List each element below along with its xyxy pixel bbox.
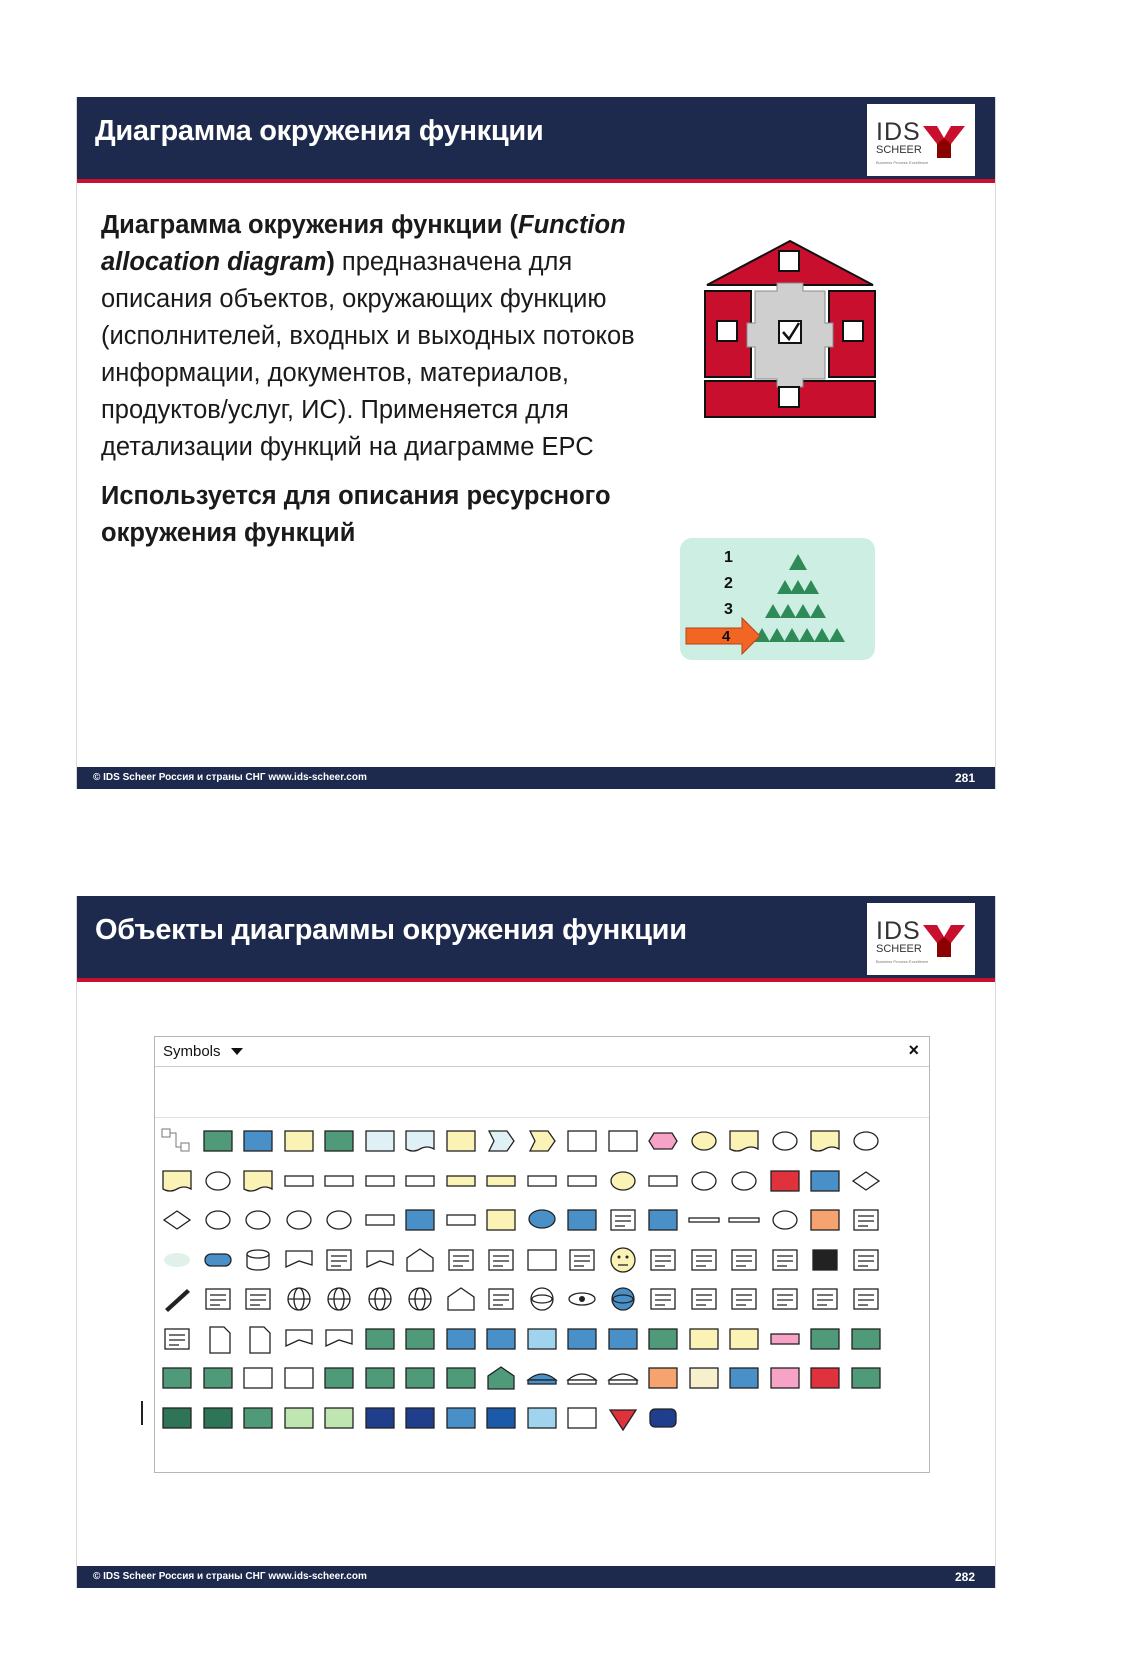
bar-pink-symbol-icon[interactable] — [767, 1323, 803, 1355]
rect-green-symbol-icon[interactable] — [240, 1402, 276, 1434]
triangle-red-symbol-icon[interactable] — [605, 1402, 641, 1434]
rect-green-symbol-icon[interactable] — [402, 1362, 438, 1394]
pentagon-yellow-symbol-icon[interactable] — [524, 1125, 560, 1157]
page-white-symbol-icon[interactable] — [200, 1323, 236, 1355]
ellipse-white-symbol-icon[interactable] — [200, 1204, 236, 1236]
connector-symbol-icon[interactable] — [159, 1125, 195, 1157]
rect-cream-symbol-icon[interactable] — [686, 1362, 722, 1394]
bar-white-symbol-icon[interactable] — [281, 1165, 317, 1197]
rect-red-symbol-icon[interactable] — [767, 1165, 803, 1197]
rect-green-symbol-icon[interactable] — [402, 1323, 438, 1355]
ids-scheer-logo — [867, 903, 975, 975]
rect-lightgreen-symbol-icon[interactable] — [321, 1402, 357, 1434]
flag-white-symbol-icon[interactable] — [281, 1244, 317, 1276]
ellipse-yellow-symbol-icon[interactable] — [686, 1125, 722, 1157]
rect-white-symbol-icon[interactable] — [564, 1402, 600, 1434]
house-white-symbol-icon[interactable] — [402, 1244, 438, 1276]
globe-white-symbol-icon[interactable] — [402, 1283, 438, 1315]
logo-tagline: Business Process Excellence — [876, 959, 929, 964]
bin-white-symbol-icon[interactable] — [767, 1283, 803, 1315]
rect-orange-symbol-icon[interactable] — [807, 1204, 843, 1236]
panel-black-symbol-icon[interactable] — [807, 1244, 843, 1276]
logo-mark-icon — [923, 923, 965, 957]
rect-white-symbol-icon[interactable] — [524, 1244, 560, 1276]
logo-tagline: Business Process Excellence — [876, 160, 929, 165]
disk-white-symbol-icon[interactable] — [524, 1283, 560, 1315]
rect-blue-symbol-icon[interactable] — [807, 1165, 843, 1197]
rect-green-symbol-icon[interactable] — [807, 1323, 843, 1355]
floppy-white-symbol-icon[interactable] — [645, 1283, 681, 1315]
rect-yellow-symbol-icon[interactable] — [726, 1323, 762, 1355]
close-button[interactable]: × — [908, 1040, 919, 1060]
rect-yellow-symbol-icon[interactable] — [483, 1204, 519, 1236]
ellipse-white-symbol-icon[interactable] — [767, 1204, 803, 1236]
application-cyan-symbol-icon[interactable] — [362, 1125, 398, 1157]
doc-yellow-symbol-icon[interactable] — [726, 1125, 762, 1157]
flag-white-symbol-icon[interactable] — [281, 1323, 317, 1355]
globe-white-symbol-icon[interactable] — [362, 1283, 398, 1315]
house-green-symbol-icon[interactable] — [483, 1362, 519, 1394]
function-blue-symbol-icon[interactable] — [240, 1125, 276, 1157]
description-english-term: Function allocation diagram — [101, 211, 626, 276]
rect-white-symbol-icon[interactable] — [605, 1125, 641, 1157]
flag-white-symbol-icon[interactable] — [321, 1323, 357, 1355]
function-allocation-house-icon — [695, 237, 885, 427]
cloud-green-symbol-icon[interactable] — [159, 1244, 195, 1276]
ellipse-white-symbol-icon[interactable] — [281, 1204, 317, 1236]
description-lead: Диаграмма окружения функции ( — [101, 211, 519, 239]
logo-scheer-text: SCHEER — [876, 943, 922, 955]
camera-white-symbol-icon[interactable] — [726, 1283, 762, 1315]
rect-blue-symbol-icon[interactable] — [605, 1323, 641, 1355]
function-green-symbol-icon[interactable] — [321, 1125, 357, 1157]
stack-white-symbol-icon[interactable] — [848, 1204, 884, 1236]
hierarchy-pyramid-icon — [680, 538, 875, 668]
folder-white-symbol-icon[interactable] — [605, 1204, 641, 1236]
lines-white-symbol-icon[interactable] — [321, 1244, 357, 1276]
slide-header — [77, 896, 995, 982]
pen-black-symbol-icon[interactable] — [159, 1283, 195, 1315]
rect-green-symbol-icon[interactable] — [443, 1362, 479, 1394]
line-white-symbol-icon[interactable] — [686, 1204, 722, 1236]
symbols-panel-header — [155, 1037, 929, 1067]
rect-darkgreen-symbol-icon[interactable] — [159, 1402, 195, 1434]
level-label: 4 — [722, 628, 731, 645]
rounded-navy-symbol-icon[interactable] — [645, 1402, 681, 1434]
card-white-symbol-icon[interactable] — [443, 1244, 479, 1276]
pentagon-cyan-symbol-icon[interactable] — [483, 1125, 519, 1157]
entity-yellow-symbol-icon[interactable] — [281, 1125, 317, 1157]
panel-white-symbol-icon[interactable] — [767, 1244, 803, 1276]
bar-white-symbol-icon[interactable] — [362, 1165, 398, 1197]
symbols-filter-area — [155, 1067, 929, 1118]
logo-scheer-text: SCHEER — [876, 144, 922, 156]
cursor-mark — [141, 1401, 143, 1425]
rect-lightblue-symbol-icon[interactable] — [524, 1402, 560, 1434]
bar-white-symbol-icon[interactable] — [402, 1165, 438, 1197]
rect-green-symbol-icon[interactable] — [848, 1362, 884, 1394]
stack-white-symbol-icon[interactable] — [159, 1323, 195, 1355]
info-yellow-symbol-icon[interactable] — [443, 1125, 479, 1157]
globe-white-symbol-icon[interactable] — [281, 1283, 317, 1315]
description-lead-close: ) — [326, 248, 335, 276]
box-white-symbol-icon[interactable] — [200, 1283, 236, 1315]
document-cyan-symbol-icon[interactable] — [402, 1125, 438, 1157]
rect-green-symbol-icon[interactable] — [321, 1362, 357, 1394]
cylinder-white-symbol-icon[interactable] — [240, 1244, 276, 1276]
speech-blue-symbol-icon[interactable] — [524, 1204, 560, 1236]
level-label: 3 — [724, 601, 733, 618]
rect-navy-symbol-icon[interactable] — [402, 1402, 438, 1434]
usage-paragraph: Используется для описания ресурсного окружения функций — [101, 482, 611, 547]
rect-white-symbol-icon[interactable] — [564, 1125, 600, 1157]
boat-white-symbol-icon[interactable] — [564, 1362, 600, 1394]
function-green-symbol-icon[interactable] — [200, 1125, 236, 1157]
rect-lightblue-symbol-icon[interactable] — [524, 1323, 560, 1355]
bar-white-symbol-icon[interactable] — [645, 1165, 681, 1197]
bar-white-symbol-icon[interactable] — [362, 1204, 398, 1236]
diamond-white-symbol-icon[interactable] — [848, 1165, 884, 1197]
list-white-symbol-icon[interactable] — [807, 1283, 843, 1315]
bar-yellow-symbol-icon[interactable] — [483, 1165, 519, 1197]
rect-green-symbol-icon[interactable] — [848, 1323, 884, 1355]
logo-mark-icon — [923, 124, 965, 158]
rect-white-symbol-icon[interactable] — [240, 1362, 276, 1394]
printer-white-symbol-icon[interactable] — [564, 1244, 600, 1276]
doc-yellow-symbol-icon[interactable] — [807, 1125, 843, 1157]
page-number: 281 — [954, 771, 975, 785]
bar-white-symbol-icon[interactable] — [524, 1165, 560, 1197]
chevron-down-icon[interactable] — [231, 1048, 243, 1055]
capsule-blue-symbol-icon[interactable] — [200, 1244, 236, 1276]
slide-header — [77, 97, 995, 183]
rect-blue-symbol-icon[interactable] — [726, 1362, 762, 1394]
ellipse-white-symbol-icon[interactable] — [686, 1165, 722, 1197]
rect-green-symbol-icon[interactable] — [362, 1323, 398, 1355]
diamond-x-symbol-icon[interactable] — [159, 1204, 195, 1236]
hexagon-pink-symbol-icon[interactable] — [645, 1125, 681, 1157]
ellipse-white-symbol-icon[interactable] — [848, 1125, 884, 1157]
ellipse-yellow-symbol-icon[interactable] — [605, 1165, 641, 1197]
slide-281 — [76, 97, 996, 789]
device-white-symbol-icon[interactable] — [686, 1244, 722, 1276]
pencil-white-symbol-icon[interactable] — [726, 1244, 762, 1276]
rect-green-symbol-icon[interactable] — [159, 1362, 195, 1394]
boat-white-symbol-icon[interactable] — [605, 1362, 641, 1394]
rect-navy-symbol-icon[interactable] — [362, 1402, 398, 1434]
ellipse-white-symbol-icon[interactable] — [726, 1165, 762, 1197]
ellipse-white-symbol-icon[interactable] — [321, 1204, 357, 1236]
rect-yellow-symbol-icon[interactable] — [686, 1323, 722, 1355]
ellipse-white-symbol-icon[interactable] — [767, 1125, 803, 1157]
smiley-yellow-symbol-icon[interactable] — [605, 1244, 641, 1276]
rect-blue-symbol-icon[interactable] — [645, 1204, 681, 1236]
rect-orange-symbol-icon[interactable] — [645, 1362, 681, 1394]
printer-white-symbol-icon[interactable] — [483, 1283, 519, 1315]
house-white-symbol-icon[interactable] — [443, 1283, 479, 1315]
ids-scheer-logo — [867, 104, 975, 176]
bar-white-symbol-icon[interactable] — [443, 1204, 479, 1236]
rect-blue-symbol-icon[interactable] — [443, 1323, 479, 1355]
list-white-symbol-icon[interactable] — [645, 1244, 681, 1276]
globe-white-symbol-icon[interactable] — [321, 1283, 357, 1315]
symbols-panel — [154, 1036, 930, 1473]
footer-copyright: © IDS Scheer Россия и страны СНГ www.ids-scheer.com — [93, 1571, 367, 1582]
rect-pink-symbol-icon[interactable] — [767, 1362, 803, 1394]
page-number: 282 — [954, 1570, 975, 1584]
symbols-dropdown[interactable]: Symbols — [163, 1043, 221, 1060]
description-paragraph — [101, 207, 661, 466]
rect-blue-symbol-icon[interactable] — [564, 1323, 600, 1355]
bar-white-symbol-icon[interactable] — [564, 1165, 600, 1197]
eye-white-symbol-icon[interactable] — [564, 1283, 600, 1315]
flag-white-symbol-icon[interactable] — [362, 1244, 398, 1276]
rect-green-symbol-icon[interactable] — [362, 1362, 398, 1394]
rect-green-symbol-icon[interactable] — [645, 1323, 681, 1355]
footer-copyright: © IDS Scheer Россия и страны СНГ www.ids-scheer.com — [93, 772, 367, 783]
line-white-symbol-icon[interactable] — [726, 1204, 762, 1236]
slide-footer — [77, 1566, 995, 1588]
rect-blue-symbol-icon[interactable] — [402, 1204, 438, 1236]
ellipse-white-symbol-icon[interactable] — [200, 1165, 236, 1197]
level-label: 2 — [724, 575, 733, 592]
rect-blue-symbol-icon[interactable] — [443, 1402, 479, 1434]
rect-green-symbol-icon[interactable] — [200, 1362, 236, 1394]
slide-body — [101, 207, 661, 552]
slide-282 — [76, 896, 996, 1588]
logo-ids-text: IDS — [876, 118, 921, 146]
phone-white-symbol-icon[interactable] — [848, 1244, 884, 1276]
cassette-white-symbol-icon[interactable] — [686, 1283, 722, 1315]
rect-blue-symbol-icon[interactable] — [564, 1204, 600, 1236]
hierarchy-level-box — [680, 538, 875, 660]
logo-ids-text: IDS — [876, 917, 921, 945]
rect-red-symbol-icon[interactable] — [807, 1362, 843, 1394]
slide-title: Объекты диаграммы окружения функции — [95, 914, 687, 946]
slide-title: Диаграмма окружения функции — [95, 115, 544, 147]
doc-yellow-symbol-icon[interactable] — [240, 1165, 276, 1197]
rect-lightgreen-symbol-icon[interactable] — [281, 1402, 317, 1434]
page-white-symbol-icon[interactable] — [240, 1323, 276, 1355]
book-white-symbol-icon[interactable] — [483, 1244, 519, 1276]
disk-blue-symbol-icon[interactable] — [605, 1283, 641, 1315]
ellipse-white-symbol-icon[interactable] — [240, 1204, 276, 1236]
bar-yellow-symbol-icon[interactable] — [443, 1165, 479, 1197]
level-label: 1 — [724, 549, 733, 566]
card-white-symbol-icon[interactable] — [848, 1283, 884, 1315]
boat-blue-symbol-icon[interactable] — [524, 1362, 560, 1394]
doc-yellow-symbol-icon[interactable] — [159, 1165, 195, 1197]
slide-footer — [77, 767, 995, 789]
rect-darkblue-symbol-icon[interactable] — [483, 1402, 519, 1434]
rect-white-symbol-icon[interactable] — [281, 1362, 317, 1394]
description-text: предназначена для описания объектов, окружающих функцию (исполнителей, входных и выходных потоков информации, документов, материалов, продуктов/услуг, ИС). Применяется для детализации функций на диаграмме ЕРС — [101, 248, 635, 461]
bar-white-symbol-icon[interactable] — [321, 1165, 357, 1197]
rect-darkgreen-symbol-icon[interactable] — [200, 1402, 236, 1434]
rect-blue-symbol-icon[interactable] — [483, 1323, 519, 1355]
envelope-white-symbol-icon[interactable] — [240, 1283, 276, 1315]
